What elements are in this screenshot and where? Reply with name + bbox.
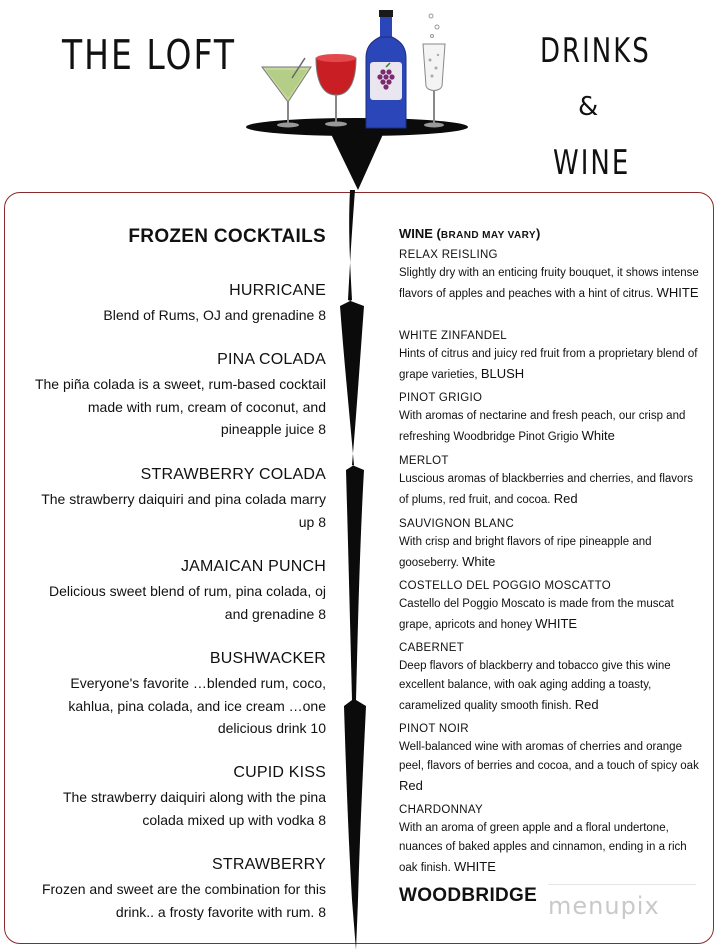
wine-name: COSTELLO DEL POGGIO MOSCATTO: [399, 580, 612, 592]
wine-name: SAUVIGNON BLANC: [399, 518, 515, 530]
cocktail-item: [28, 466, 326, 533]
cocktail-name: BUSHWACKER: [209, 650, 326, 667]
wine-desc-text: With aromas of nectarine and fresh peach, our crisp and refreshing Woodbridge Pinot Grigio: [399, 410, 686, 443]
wine-color: WHITE: [453, 859, 496, 874]
wine-item: [399, 803, 699, 878]
tray-stem-icon: [330, 132, 384, 190]
woodbridge-label: WOODBRIDGE: [399, 885, 538, 906]
wine-desc-text: Deep flavors of blackberry and tobacco give this wine excellent balance, with oak aging adding a toasty, caramelized quality smooth finish.: [399, 660, 671, 712]
wine-desc: [399, 470, 699, 510]
wine-item: [399, 248, 699, 304]
wine-desc-text: Luscious aromas of blackberries and cherries, and flavors of plums, red fruit, and cocoa.: [399, 473, 694, 506]
wine-desc: [399, 264, 699, 304]
wine-color: BLUSH: [480, 366, 525, 381]
wine-desc: [399, 345, 699, 385]
cocktail-name: JAMAICAN PUNCH: [180, 558, 326, 575]
cocktail-item: [28, 282, 326, 327]
wine-desc: [399, 819, 699, 878]
wine-desc-text: Castello del Poggio Moscato is made from the muscat grape, apricots and honey: [399, 598, 674, 631]
tagline-ampersand: &: [578, 92, 601, 122]
wine-desc-text: Slightly dry with an enticing fruity bouquet, it shows intense flavors of apples and peaches with a hint of citrus.: [399, 267, 699, 300]
cocktail-item: [28, 764, 326, 831]
wine-color: WHITE: [656, 285, 699, 300]
cocktail-desc: Blend of Rums, OJ and grenadine 8: [103, 307, 326, 323]
wine-color: Red: [553, 491, 578, 506]
wine-heading: [399, 226, 699, 241]
wine-color: White: [462, 554, 496, 569]
wine-desc: [399, 595, 699, 635]
wine-color: White: [581, 428, 615, 443]
champagne-flute-icon: [423, 14, 445, 128]
wine-item: [399, 454, 699, 510]
wine-desc-text: With an aroma of green apple and a floral undertone, nuances of baked apples and cinnamon, ending in a rich oak finish.: [399, 822, 687, 874]
wine-desc: [399, 657, 699, 716]
tagline-drinks: DRINKS: [540, 32, 651, 71]
wine-name: CHARDONNAY: [399, 804, 483, 816]
wine-desc: [399, 407, 699, 447]
wine-item: [399, 579, 699, 635]
wine-item: [399, 329, 699, 385]
wine-desc: [399, 533, 699, 573]
wine-bottle-icon: [366, 10, 406, 128]
wine-color: Red: [574, 697, 599, 712]
cocktail-desc: Frozen and sweet are the combination for this drink.. a frosty favorite with rum. 8: [41, 881, 326, 920]
wine-desc-text: Well-balanced wine with aromas of cherries and orange peel, flavors of berries and cocoa, and a touch of spicy oak: [399, 741, 699, 772]
cocktail-name: STRAWBERRY: [211, 856, 326, 873]
wine-name: WHITE ZINFANDEL: [399, 330, 508, 342]
cocktail-desc: The strawberry daiquiri and pina colada marry up 8: [41, 491, 326, 530]
wine-heading-label: WINE (: [399, 226, 441, 241]
cocktail-item: [28, 856, 326, 923]
cocktail-item: [28, 558, 326, 625]
cocktail-name: CUPID KISS: [233, 764, 326, 781]
wine-desc-text: Hints of citrus and juicy red fruit from a proprietary blend of grape varieties,: [399, 348, 698, 381]
wine-color: Red: [399, 778, 423, 793]
cocktails-heading: FROZEN COCKTAILS: [128, 226, 326, 247]
wine-item: [399, 517, 699, 573]
wine-name: MERLOT: [399, 455, 449, 467]
divider-swoosh-icon: [340, 190, 366, 950]
wine-desc: [399, 738, 699, 797]
wine-name: PINOT GRIGIO: [399, 392, 483, 404]
brand-title: THE LOFT: [62, 30, 237, 79]
cocktail-item: [28, 351, 326, 441]
wine-item: [399, 391, 699, 447]
cocktail-name: HURRICANE: [229, 282, 326, 299]
wine-color: WHITE: [535, 616, 578, 631]
cocktail-name: PINA COLADA: [217, 351, 326, 368]
wine-item: [399, 641, 699, 716]
cocktail-item: [28, 650, 326, 740]
wine-heading-note: BRAND MAY VARY: [440, 230, 536, 241]
cocktail-name: STRAWBERRY COLADA: [140, 466, 326, 483]
red-wine-glass-icon: [316, 54, 356, 127]
wine-name: RELAX REISLING: [399, 249, 498, 261]
wine-item: [399, 722, 699, 797]
watermark-rule: [548, 884, 696, 885]
wine-name: CABERNET: [399, 642, 465, 654]
martini-glass-icon: [262, 58, 311, 128]
watermark: menupix: [548, 892, 660, 920]
cocktail-desc: Everyone's favorite …blended rum, coco, kahlua, pina colada, and ice cream …one delicious drink 10: [68, 675, 326, 736]
wine-desc-text: With crisp and bright flavors of ripe pineapple and gooseberry.: [399, 536, 652, 569]
wine-name: PINOT NOIR: [399, 723, 469, 735]
tagline-wine: WINE: [553, 144, 631, 183]
cocktail-desc: Delicious sweet blend of rum, pina colada, oj and grenadine 8: [48, 583, 326, 622]
wine-heading-close: ): [535, 226, 541, 241]
cocktail-desc: The strawberry daiquiri along with the pina colada mixed up with vodka 8: [62, 789, 326, 828]
cocktail-desc: The piña colada is a sweet, rum-based cocktail made with rum, cream of coconut, and pineapple juice 8: [34, 376, 326, 437]
